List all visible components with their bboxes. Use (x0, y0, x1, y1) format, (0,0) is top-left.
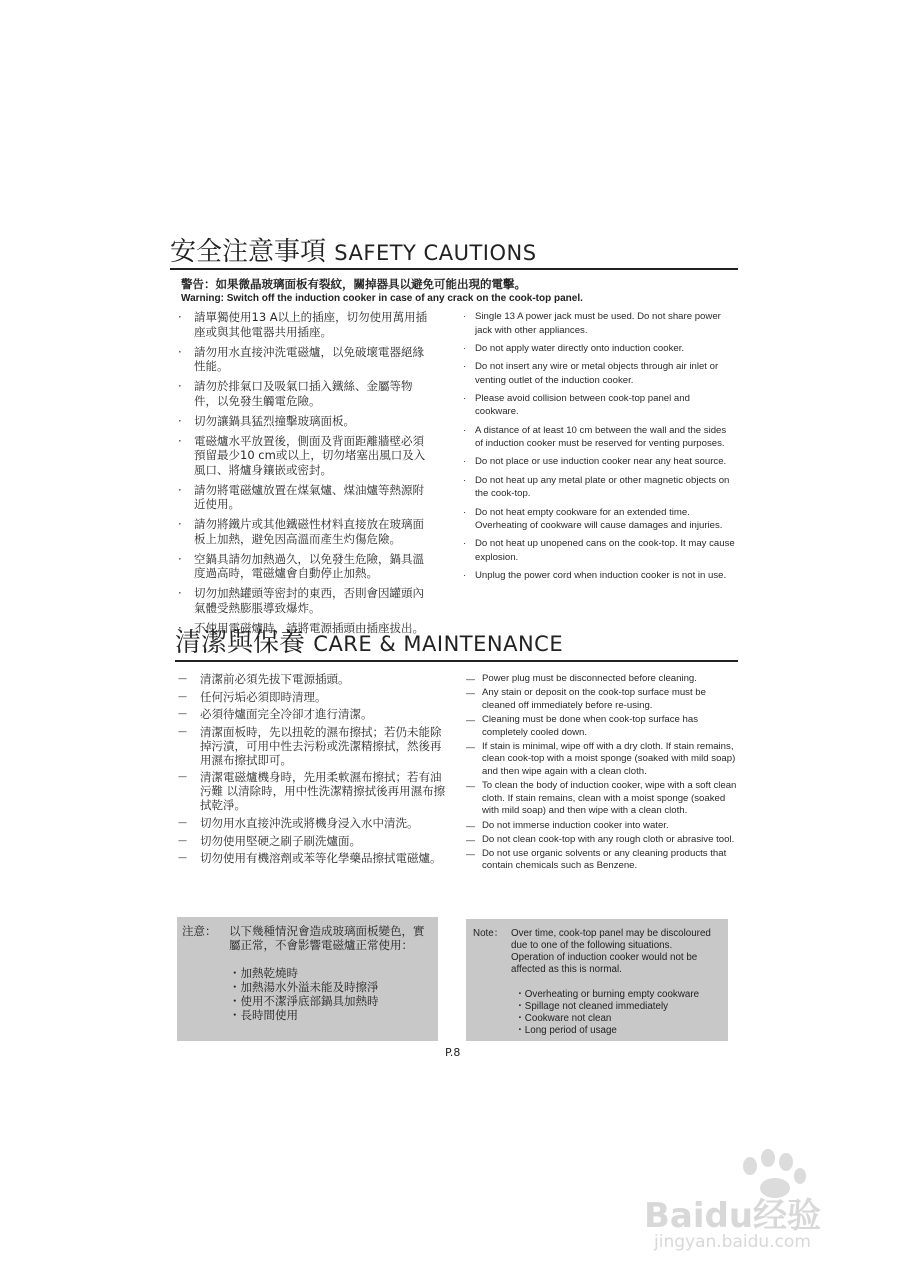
safety-item-en: · A distance of at least 10 cm between the wall and the sides of induction cooker must be reserved for venting purposes. (462, 424, 736, 451)
safety-title (170, 236, 537, 269)
page-number: P.8 (445, 1046, 461, 1059)
safety-item-en: · Do not place or use induction cooker near any heat source. (462, 455, 736, 469)
care-item-zh: — 清潔面板時，先以扭乾的濕布擦拭；若仍未能除掉污漬，可用中性去污粉或洗潔精擦拭，然後再用濕布擦拭即可。 (178, 725, 448, 767)
safety-item-zh: · 請勿將鐵片或其他鐵磁性材料直接放在玻璃面板上加熱，避免因高溫而產生灼傷危險。 (176, 517, 434, 546)
safety-item-en: · Single 13 A power jack must be used. Do not share power jack with other appliances. (462, 310, 736, 337)
care-item-zh: — 切勿用水直接沖洗或將機身浸入水中清洗。 (178, 816, 448, 830)
safety-item-zh: · 請勿用水直接沖洗電磁爐，以免破壞電器絕緣性能。 (176, 345, 434, 374)
watermark-brand: Baidu经验 (644, 1196, 822, 1236)
safety-item-zh: · 切勿讓鍋具猛烈撞擊玻璃面板。 (176, 414, 434, 429)
safety-item-zh: · 請勿將電磁爐放置在煤氣爐、煤油爐等熱源附近使用。 (176, 483, 434, 512)
warning-zh: 警告：如果微晶玻璃面板有裂紋，關掉器具以避免可能出現的電擊。 (181, 277, 526, 291)
safety-title-en: SAFETY CAUTIONS (334, 241, 537, 265)
care-item-en: — If stain is minimal, wipe off with a dry cloth. If stain remains, clean cook-top with a moist sponge (soaked with mild soap) and then wipe again with a clean cloth. (466, 741, 738, 779)
note-list-zh (229, 966, 379, 1022)
safety-item-zh: · 空鍋具請勿加熱過久，以免發生危險，鍋具溫度過高時，電磁爐會自動停止加熱。 (176, 552, 434, 581)
care-item-en: — Do not clean cook-top with any rough cloth or abrasive tool. (466, 834, 738, 847)
care-item-en: — Power plug must be disconnected before cleaning. (466, 673, 738, 686)
safety-title-rule (170, 268, 738, 270)
warning-en: Warning: Switch off the induction cooker in case of any crack on the cook-top panel. (181, 293, 583, 304)
safety-item-zh: · 切勿加熱罐頭等密封的東西，否則會因罐頭內氣體受熱膨脹導致爆炸。 (176, 586, 434, 615)
safety-item-en: · Unplug the power cord when induction cooker is not in use. (462, 569, 736, 583)
safety-title-zh: 安全注意事項 (170, 237, 327, 267)
safety-item-en: · Do not insert any wire or metal objects through air inlet or venting outlet of the induction cooker. (462, 360, 736, 387)
safety-list-zh (176, 310, 434, 641)
note-item-en: ・Spillage not cleaned immediately (515, 1001, 669, 1012)
watermark-url: jingyan.baidu.com (654, 1232, 811, 1252)
care-title-rule (175, 660, 738, 662)
note-label-en: Note： (473, 928, 504, 939)
note-item-en: ・Overheating or burning empty cookware (515, 989, 700, 1000)
note-item-en: ・Long period of usage (515, 1025, 617, 1036)
baidu-watermark (642, 1148, 872, 1258)
note-text-en: Over time, cook-top panel may be discoloured due to one of the following situations. Operation of induction cooker would not be affected as this is normal. (511, 928, 711, 975)
care-item-en: — Cleaning must be done when cook-top surface has completely cooled down. (466, 714, 738, 739)
safety-item-zh: · 不使用電磁爐時，請將電源插頭由插座拔出。 (176, 621, 434, 636)
care-title-zh: 清潔與保養 (175, 628, 306, 658)
note-box-zh (177, 917, 438, 1041)
safety-item-en: · Do not heat up any metal plate or other magnetic objects on the cook-top. (462, 474, 736, 501)
safety-item-en: · Do not heat up unopened cans on the cook-top. It may cause explosion. (462, 537, 736, 564)
safety-item-en: · Do not apply water directly onto induction cooker. (462, 342, 736, 356)
note-list-en (515, 989, 699, 1037)
safety-item-en: · Please avoid collision between cook-top panel and cookware. (462, 392, 736, 419)
note-item-zh: ・加熱湯水外溢未能及時擦淨 (229, 980, 379, 994)
care-item-zh: — 清潔前必須先拔下電源插頭。 (178, 672, 448, 686)
care-item-zh: — 任何污垢必須即時清理。 (178, 690, 448, 704)
note-item-en: ・Cookware not clean (515, 1013, 612, 1024)
care-item-zh: — 切勿使用有機溶劑或苯等化學藥品擦拭電磁爐。 (178, 851, 448, 865)
safety-item-zh: · 請單獨使用13 A以上的插座，切勿使用萬用插座或與其他電器共用插座。 (176, 310, 434, 339)
care-item-zh: — 清潔電磁爐機身時，先用柔軟濕布擦拭；若有油污難 以清除時，用中性洗潔精擦拭後再用濕布擦拭乾淨。 (178, 770, 448, 812)
note-item-zh: ・加熱乾燒時 (229, 966, 298, 980)
care-list-en (466, 673, 738, 875)
care-title-en: CARE & MAINTENANCE (313, 632, 564, 656)
care-item-en: — Any stain or deposit on the cook-top surface must be cleaned off immediately before re-using. (466, 687, 738, 712)
care-item-zh: — 切勿使用堅硬之刷子刷洗爐面。 (178, 834, 448, 848)
care-item-zh: — 必須待爐面完全冷卻才進行清潔。 (178, 707, 448, 721)
safety-item-zh: · 電磁爐水平放置後，側面及背面距離牆壁必須預留最少10 cm或以上，切勿堵塞出風口及入風口、將爐身鑲嵌或密封。 (176, 434, 434, 478)
safety-item-en: · Do not heat empty cookware for an extended time. Overheating of cookware will cause damages and injuries. (462, 506, 736, 533)
care-item-en: — Do not immerse induction cooker into water. (466, 820, 738, 833)
note-item-zh: ・長時間使用 (229, 1008, 298, 1022)
care-title (175, 627, 563, 660)
safety-item-zh: · 請勿於排氣口及吸氣口插入鐵絲、金屬等物件，以免發生觸電危險。 (176, 379, 434, 408)
care-list-zh (178, 672, 448, 869)
note-label-zh: 注意： (182, 924, 217, 938)
note-item-zh: ・使用不潔淨底部鍋具加熱時 (229, 994, 379, 1008)
note-box-en (466, 919, 728, 1041)
safety-list-en (462, 310, 736, 587)
note-text-zh: 以下幾種情況會造成玻璃面板變色，實屬正常，不會影響電磁爐正常使用： (229, 924, 425, 952)
care-item-en: — Do not use organic solvents or any cleaning products that contain chemicals such as Benzene. (466, 848, 738, 873)
care-item-en: — To clean the body of induction cooker, wipe with a soft clean cloth. If stain remains, clean with a moist sponge (soaked with mild soap) and then wipe with a clean cloth. (466, 780, 738, 818)
